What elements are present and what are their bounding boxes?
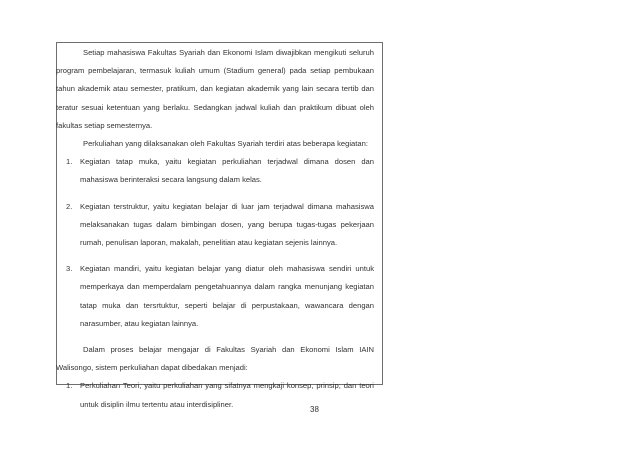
list-item-number: 2. bbox=[66, 201, 73, 211]
paragraph-lecture-system: Dalam proses belajar mengajar di Fakultas Syariah dan Ekonomi Islam IAIN Walisongo, sistem perkuliahan dapat dibedakan menjadi: bbox=[56, 345, 374, 373]
list-item bbox=[56, 377, 374, 413]
list-item-number: 1. bbox=[66, 157, 73, 167]
list-item-text: Kegiatan tatap muka, yaitu kegiatan perkuliahan terjadwal dimana dosen dan mahasiswa berinteraksi secara langsung dalam kelas. bbox=[80, 157, 374, 185]
list-item bbox=[56, 198, 374, 253]
activities-list bbox=[56, 153, 374, 333]
list-item-text: Perkuliahan Teori, yaitu perkuliahan yang sifatnya mengkaji konsep, prinsip, dan teori untuk disiplin ilmu tertentu atau interdisipliner. bbox=[80, 381, 374, 409]
list-item bbox=[56, 260, 374, 333]
list-item-number: 3. bbox=[66, 264, 73, 274]
list-item-text: Kegiatan mandiri, yaitu kegiatan belajar yang diatur oleh mahasiswa sendiri untuk memperkaya dan memperdalam pengetahuannya dalam rangka menunjang kegiatan tatap muka dan tersrtuktur, seperti belajar di perpustakaan, wawancara dengan narasumber, atau kegiatan lainnya. bbox=[80, 264, 374, 328]
list-item-text: Kegiatan terstruktur, yaitu kegiatan belajar di luar jam terjadwal dimana mahasiswa melaksanakan tugas dalam bimbingan dosen, yang berupa tugas-tugas pekerjaan rumah, penulisan laporan, makalah, penelitian atau kegiatan sejenis lainnya. bbox=[80, 201, 374, 248]
document-body bbox=[56, 44, 374, 422]
paragraph-obligation: Setiap mahasiswa Fakultas Syariah dan Ekonomi Islam diwajibkan mengikuti seluruh program pembelajaran, termasuk kuliah umum (Stadium general) pada setiap pembukaan tahun akademik atau semester, pratikum, dan kegiatan akademik yang lain secara tertib dan teratur sesuai ketentuan yang berlaku. Sedangkan jadwal kuliah dan praktikum dibuat oleh fakultas setiap semesternya. bbox=[56, 48, 374, 130]
paragraph-lecture-activities: Perkuliahan yang dilaksanakan oleh Fakultas Syariah terdiri atas beberapa kegiatan: bbox=[83, 139, 368, 149]
list-item-number: 1. bbox=[66, 381, 73, 391]
list-item bbox=[56, 153, 374, 189]
page-number: 38 bbox=[310, 405, 319, 414]
lecture-types-list bbox=[56, 377, 374, 413]
